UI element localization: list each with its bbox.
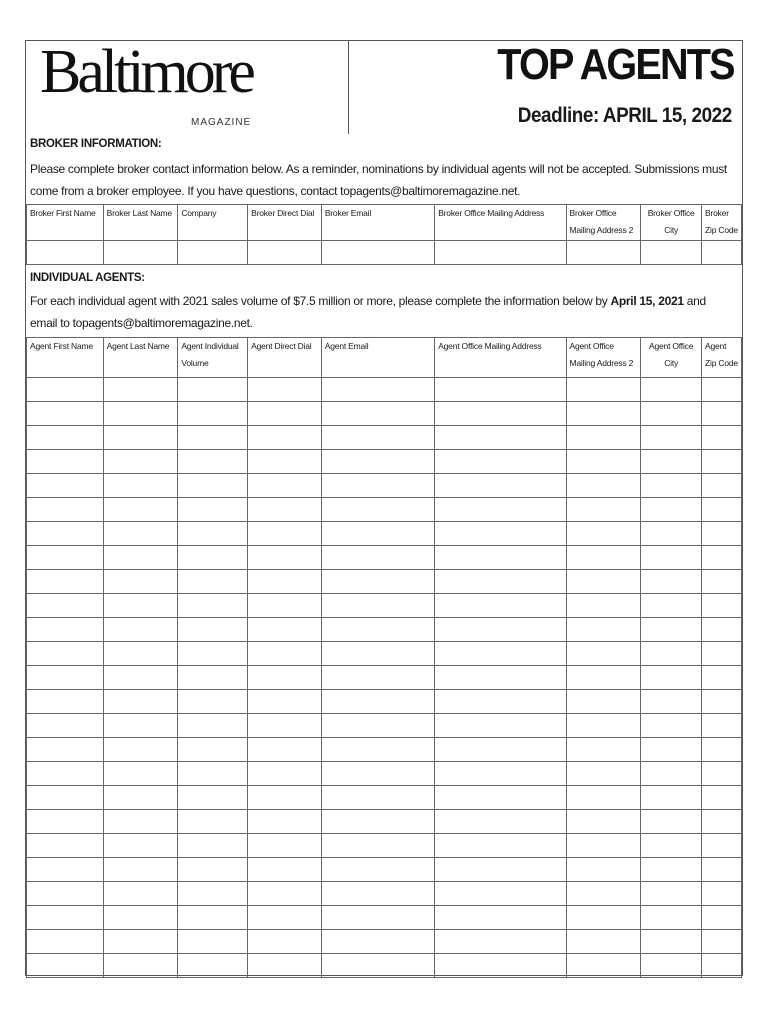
entry-cell[interactable]: [27, 618, 104, 642]
entry-cell[interactable]: [103, 498, 178, 522]
entry-cell[interactable]: [435, 714, 566, 738]
entry-cell[interactable]: [178, 498, 248, 522]
entry-cell[interactable]: [702, 498, 742, 522]
entry-cell[interactable]: [103, 906, 178, 930]
entry-cell[interactable]: [103, 930, 178, 954]
entry-cell[interactable]: [103, 762, 178, 786]
entry-cell[interactable]: [103, 241, 178, 265]
table-row: [27, 594, 742, 618]
entry-cell[interactable]: [178, 714, 248, 738]
column-header: Broker Office City: [641, 205, 702, 241]
entry-cell[interactable]: [178, 474, 248, 498]
entry-cell[interactable]: [321, 570, 434, 594]
entry-cell[interactable]: [27, 714, 104, 738]
entry-cell[interactable]: [641, 930, 702, 954]
broker-heading: BROKER INFORMATION:: [30, 138, 162, 150]
entry-cell[interactable]: [435, 474, 566, 498]
entry-cell[interactable]: [435, 570, 566, 594]
broker-table: [26, 204, 742, 265]
entry-cell[interactable]: [702, 474, 742, 498]
entry-cell[interactable]: [27, 522, 104, 546]
entry-cell[interactable]: [566, 546, 641, 570]
entry-cell[interactable]: [248, 690, 322, 714]
table-row: [27, 810, 742, 834]
entry-cell[interactable]: [103, 474, 178, 498]
entry-cell[interactable]: [178, 906, 248, 930]
entry-cell[interactable]: [27, 786, 104, 810]
table-row: [27, 498, 742, 522]
table-row: [27, 882, 742, 906]
entry-cell[interactable]: [641, 954, 702, 978]
entry-cell[interactable]: [248, 474, 322, 498]
entry-cell[interactable]: [702, 570, 742, 594]
entry-cell[interactable]: [566, 810, 641, 834]
entry-cell[interactable]: [321, 666, 434, 690]
entry-cell[interactable]: [27, 378, 104, 402]
entry-cell[interactable]: [248, 241, 322, 265]
entry-cell[interactable]: [178, 762, 248, 786]
entry-cell[interactable]: [641, 834, 702, 858]
entry-cell[interactable]: [321, 930, 434, 954]
entry-cell[interactable]: [641, 810, 702, 834]
entry-cell[interactable]: [178, 426, 248, 450]
entry-cell[interactable]: [641, 498, 702, 522]
entry-cell[interactable]: [641, 786, 702, 810]
entry-cell[interactable]: [566, 474, 641, 498]
entry-cell[interactable]: [435, 378, 566, 402]
entry-cell[interactable]: [566, 498, 641, 522]
column-header: Broker Last Name: [103, 205, 178, 241]
table-row: [27, 642, 742, 666]
entry-cell[interactable]: [702, 954, 742, 978]
entry-cell[interactable]: [103, 594, 178, 618]
agents-instructions-pre: For each individual agent with 2021 sales volume of $7.5 million or more, please complete the information below by: [30, 294, 611, 308]
entry-cell[interactable]: [321, 474, 434, 498]
entry-cell[interactable]: [435, 930, 566, 954]
entry-cell[interactable]: [321, 810, 434, 834]
entry-cell[interactable]: [321, 522, 434, 546]
entry-cell[interactable]: [435, 594, 566, 618]
entry-cell[interactable]: [641, 882, 702, 906]
entry-cell[interactable]: [103, 786, 178, 810]
entry-cell[interactable]: [641, 714, 702, 738]
entry-cell[interactable]: [321, 762, 434, 786]
entry-cell[interactable]: [566, 570, 641, 594]
entry-cell[interactable]: [27, 642, 104, 666]
entry-cell[interactable]: [641, 642, 702, 666]
entry-cell[interactable]: [103, 546, 178, 570]
entry-cell[interactable]: [248, 834, 322, 858]
entry-cell[interactable]: [702, 618, 742, 642]
entry-cell[interactable]: [566, 954, 641, 978]
table-row: [27, 906, 742, 930]
entry-cell[interactable]: [27, 474, 104, 498]
table-row: [27, 618, 742, 642]
entry-cell[interactable]: [321, 786, 434, 810]
entry-cell[interactable]: [702, 666, 742, 690]
entry-cell[interactable]: [435, 690, 566, 714]
entry-cell[interactable]: [702, 546, 742, 570]
entry-cell[interactable]: [641, 618, 702, 642]
entry-cell[interactable]: [178, 402, 248, 426]
entry-cell[interactable]: [702, 690, 742, 714]
entry-cell[interactable]: [321, 642, 434, 666]
entry-cell[interactable]: [566, 666, 641, 690]
entry-cell[interactable]: [641, 402, 702, 426]
entry-cell[interactable]: [321, 714, 434, 738]
page-title: TOP AGENTS: [497, 40, 734, 89]
entry-cell[interactable]: [641, 762, 702, 786]
entry-cell[interactable]: [641, 474, 702, 498]
column-header: Broker First Name: [27, 205, 104, 241]
entry-cell[interactable]: [103, 714, 178, 738]
entry-cell[interactable]: [178, 858, 248, 882]
entry-cell[interactable]: [248, 402, 322, 426]
entry-cell[interactable]: [248, 810, 322, 834]
entry-cell[interactable]: [641, 594, 702, 618]
column-header: Agent Office Mailing Address: [435, 338, 566, 378]
entry-cell[interactable]: [178, 522, 248, 546]
entry-cell[interactable]: [566, 378, 641, 402]
entry-cell[interactable]: [248, 594, 322, 618]
entry-cell[interactable]: [435, 618, 566, 642]
entry-cell[interactable]: [178, 642, 248, 666]
entry-cell[interactable]: [702, 714, 742, 738]
entry-cell[interactable]: [566, 834, 641, 858]
entry-cell[interactable]: [178, 834, 248, 858]
entry-cell[interactable]: [248, 714, 322, 738]
entry-cell[interactable]: [702, 522, 742, 546]
entry-cell[interactable]: [27, 738, 104, 762]
entry-cell[interactable]: [702, 594, 742, 618]
table-row: [27, 954, 742, 978]
entry-cell[interactable]: [103, 426, 178, 450]
entry-cell[interactable]: [566, 762, 641, 786]
entry-cell[interactable]: [566, 882, 641, 906]
entry-cell[interactable]: [178, 666, 248, 690]
entry-cell[interactable]: [566, 402, 641, 426]
table-row: [27, 786, 742, 810]
entry-cell[interactable]: [321, 378, 434, 402]
entry-cell[interactable]: [641, 426, 702, 450]
entry-cell[interactable]: [103, 570, 178, 594]
entry-cell[interactable]: [321, 858, 434, 882]
table-row: [27, 450, 742, 474]
entry-cell[interactable]: [435, 906, 566, 930]
entry-cell[interactable]: [566, 714, 641, 738]
entry-cell[interactable]: [178, 690, 248, 714]
entry-cell[interactable]: [702, 378, 742, 402]
entry-cell[interactable]: [435, 666, 566, 690]
entry-cell[interactable]: [702, 738, 742, 762]
entry-cell[interactable]: [321, 241, 434, 265]
entry-cell[interactable]: [248, 642, 322, 666]
entry-cell[interactable]: [435, 954, 566, 978]
entry-cell[interactable]: [321, 426, 434, 450]
entry-cell[interactable]: [321, 882, 434, 906]
logo-wordmark: Baltimore: [40, 38, 252, 106]
entry-cell[interactable]: [321, 450, 434, 474]
entry-cell[interactable]: [27, 858, 104, 882]
entry-cell[interactable]: [27, 546, 104, 570]
table-header-row: [27, 205, 742, 241]
entry-cell[interactable]: [641, 546, 702, 570]
entry-cell[interactable]: [641, 666, 702, 690]
entry-cell[interactable]: [248, 930, 322, 954]
entry-cell[interactable]: [248, 906, 322, 930]
table-row: [27, 762, 742, 786]
column-header: Agent Office City: [641, 338, 702, 378]
entry-cell[interactable]: [27, 930, 104, 954]
column-header: Company: [178, 205, 248, 241]
entry-cell[interactable]: [641, 241, 702, 265]
entry-cell[interactable]: [103, 522, 178, 546]
entry-cell[interactable]: [178, 241, 248, 265]
entry-cell[interactable]: [248, 570, 322, 594]
column-header: Agent Zip Code: [702, 338, 742, 378]
entry-cell[interactable]: [248, 786, 322, 810]
table-row: [27, 930, 742, 954]
entry-cell[interactable]: [248, 522, 322, 546]
entry-cell[interactable]: [103, 450, 178, 474]
entry-cell[interactable]: [435, 426, 566, 450]
entry-cell[interactable]: [435, 810, 566, 834]
entry-cell[interactable]: [566, 738, 641, 762]
entry-cell[interactable]: [702, 426, 742, 450]
entry-cell[interactable]: [178, 570, 248, 594]
column-header: Agent Last Name: [103, 338, 178, 378]
entry-cell[interactable]: [27, 241, 104, 265]
logo-subtitle: MAGAZINE: [191, 117, 252, 128]
table-row: [27, 546, 742, 570]
entry-cell[interactable]: [435, 498, 566, 522]
entry-cell[interactable]: [27, 810, 104, 834]
entry-cell[interactable]: [103, 666, 178, 690]
entry-cell[interactable]: [178, 954, 248, 978]
entry-cell[interactable]: [702, 642, 742, 666]
entry-cell[interactable]: [248, 882, 322, 906]
entry-cell[interactable]: [566, 450, 641, 474]
entry-cell[interactable]: [566, 786, 641, 810]
broker-instructions: Please complete broker contact information below. As a reminder, nominations by individual agents will not be accepted. Submissions must come from a broker employee. If you have questions, contact topagents@baltimoremagazine.net.: [30, 162, 727, 198]
entry-cell[interactable]: [27, 450, 104, 474]
entry-cell[interactable]: [566, 690, 641, 714]
entry-cell[interactable]: [103, 738, 178, 762]
entry-cell[interactable]: [321, 546, 434, 570]
entry-cell[interactable]: [178, 930, 248, 954]
entry-cell[interactable]: [27, 570, 104, 594]
entry-cell[interactable]: [178, 810, 248, 834]
entry-cell[interactable]: [27, 762, 104, 786]
entry-cell[interactable]: [435, 834, 566, 858]
table-row: [27, 570, 742, 594]
entry-cell[interactable]: [103, 378, 178, 402]
entry-cell[interactable]: [566, 642, 641, 666]
entry-cell[interactable]: [641, 690, 702, 714]
entry-cell[interactable]: [178, 786, 248, 810]
entry-cell[interactable]: [435, 546, 566, 570]
table-row: [27, 738, 742, 762]
entry-cell[interactable]: [435, 522, 566, 546]
entry-cell[interactable]: [321, 402, 434, 426]
table-row: [27, 378, 742, 402]
entry-cell[interactable]: [702, 762, 742, 786]
entry-cell[interactable]: [27, 402, 104, 426]
agents-instructions: [30, 290, 730, 334]
entry-cell[interactable]: [27, 834, 104, 858]
entry-cell[interactable]: [702, 450, 742, 474]
entry-cell[interactable]: [248, 426, 322, 450]
entry-cell[interactable]: [566, 241, 641, 265]
entry-cell[interactable]: [248, 450, 322, 474]
entry-cell[interactable]: [178, 450, 248, 474]
entry-cell[interactable]: [702, 810, 742, 834]
column-header: Agent First Name: [27, 338, 104, 378]
entry-cell[interactable]: [27, 954, 104, 978]
entry-cell[interactable]: [103, 882, 178, 906]
entry-cell[interactable]: [566, 594, 641, 618]
column-header: Agent Email: [321, 338, 434, 378]
table-row: [27, 666, 742, 690]
column-header: Agent Office Mailing Address 2: [566, 338, 641, 378]
entry-cell[interactable]: [27, 426, 104, 450]
agents-instructions-date: April 15, 2021: [610, 294, 684, 308]
entry-cell[interactable]: [248, 618, 322, 642]
entry-cell[interactable]: [321, 594, 434, 618]
entry-cell[interactable]: [435, 402, 566, 426]
entry-cell[interactable]: [566, 618, 641, 642]
entry-cell[interactable]: [435, 858, 566, 882]
table-row: [27, 426, 742, 450]
table-row: [27, 858, 742, 882]
entry-cell[interactable]: [321, 834, 434, 858]
entry-cell[interactable]: [27, 594, 104, 618]
header: [26, 38, 742, 134]
entry-cell[interactable]: [103, 618, 178, 642]
entry-cell[interactable]: [178, 882, 248, 906]
entry-cell[interactable]: [321, 618, 434, 642]
entry-cell[interactable]: [321, 498, 434, 522]
table-row: [27, 474, 742, 498]
entry-cell[interactable]: [27, 882, 104, 906]
agents-instructions-post: and email to topagents@baltimoremagazine.net.: [30, 294, 706, 330]
table-row: [27, 690, 742, 714]
column-header: Agent Direct Dial: [248, 338, 322, 378]
entry-cell[interactable]: [435, 786, 566, 810]
table-header-row: [27, 338, 742, 378]
entry-cell[interactable]: [641, 450, 702, 474]
entry-cell[interactable]: [178, 594, 248, 618]
entry-cell[interactable]: [702, 858, 742, 882]
entry-cell[interactable]: [566, 930, 641, 954]
table-row: [27, 522, 742, 546]
entry-cell[interactable]: [27, 690, 104, 714]
deadline: Deadline: APRIL 15, 2022: [517, 104, 732, 127]
entry-cell[interactable]: [435, 762, 566, 786]
entry-cell[interactable]: [641, 858, 702, 882]
entry-cell[interactable]: [435, 241, 566, 265]
entry-cell[interactable]: [702, 241, 742, 265]
column-header: Broker Direct Dial: [248, 205, 322, 241]
entry-cell[interactable]: [321, 690, 434, 714]
logo: [26, 38, 349, 134]
entry-cell[interactable]: [103, 690, 178, 714]
entry-cell[interactable]: [566, 426, 641, 450]
entry-cell[interactable]: [702, 906, 742, 930]
entry-cell[interactable]: [435, 738, 566, 762]
entry-cell[interactable]: [248, 738, 322, 762]
entry-cell[interactable]: [248, 378, 322, 402]
entry-cell[interactable]: [321, 954, 434, 978]
table-row: [27, 834, 742, 858]
column-header: Broker Zip Code: [702, 205, 742, 241]
entry-cell[interactable]: [321, 906, 434, 930]
column-header: Broker Office Mailing Address 2: [566, 205, 641, 241]
entry-cell[interactable]: [435, 642, 566, 666]
entry-cell[interactable]: [435, 882, 566, 906]
agents-table: [26, 337, 742, 978]
entry-cell[interactable]: [27, 666, 104, 690]
entry-cell[interactable]: [103, 858, 178, 882]
entry-cell[interactable]: [103, 810, 178, 834]
entry-cell[interactable]: [178, 546, 248, 570]
entry-cell[interactable]: [248, 546, 322, 570]
entry-cell[interactable]: [248, 498, 322, 522]
entry-cell[interactable]: [566, 906, 641, 930]
column-header: Broker Office Mailing Address: [435, 205, 566, 241]
entry-cell[interactable]: [178, 738, 248, 762]
entry-cell[interactable]: [702, 834, 742, 858]
entry-cell[interactable]: [641, 570, 702, 594]
entry-cell[interactable]: [103, 642, 178, 666]
entry-cell[interactable]: [566, 858, 641, 882]
entry-cell[interactable]: [103, 834, 178, 858]
entry-cell[interactable]: [321, 738, 434, 762]
entry-cell[interactable]: [641, 378, 702, 402]
entry-cell[interactable]: [103, 402, 178, 426]
entry-cell[interactable]: [641, 738, 702, 762]
entry-cell[interactable]: [248, 954, 322, 978]
table-row: [27, 714, 742, 738]
entry-cell[interactable]: [248, 858, 322, 882]
entry-cell[interactable]: [641, 906, 702, 930]
agents-heading: INDIVIDUAL AGENTS:: [30, 272, 145, 284]
table-row: [27, 402, 742, 426]
entry-cell[interactable]: [27, 906, 104, 930]
entry-cell[interactable]: [641, 522, 702, 546]
column-header: Broker Email: [321, 205, 434, 241]
entry-cell[interactable]: [103, 954, 178, 978]
entry-cell[interactable]: [178, 378, 248, 402]
entry-cell[interactable]: [702, 882, 742, 906]
column-header: Agent Individual Volume: [178, 338, 248, 378]
entry-cell[interactable]: [702, 402, 742, 426]
entry-cell[interactable]: [248, 762, 322, 786]
entry-cell[interactable]: [702, 930, 742, 954]
entry-cell[interactable]: [248, 666, 322, 690]
entry-cell[interactable]: [566, 522, 641, 546]
entry-cell[interactable]: [435, 450, 566, 474]
entry-cell[interactable]: [27, 498, 104, 522]
form-frame: [25, 40, 743, 976]
entry-cell[interactable]: [702, 786, 742, 810]
table-row: [27, 241, 742, 265]
entry-cell[interactable]: [178, 618, 248, 642]
